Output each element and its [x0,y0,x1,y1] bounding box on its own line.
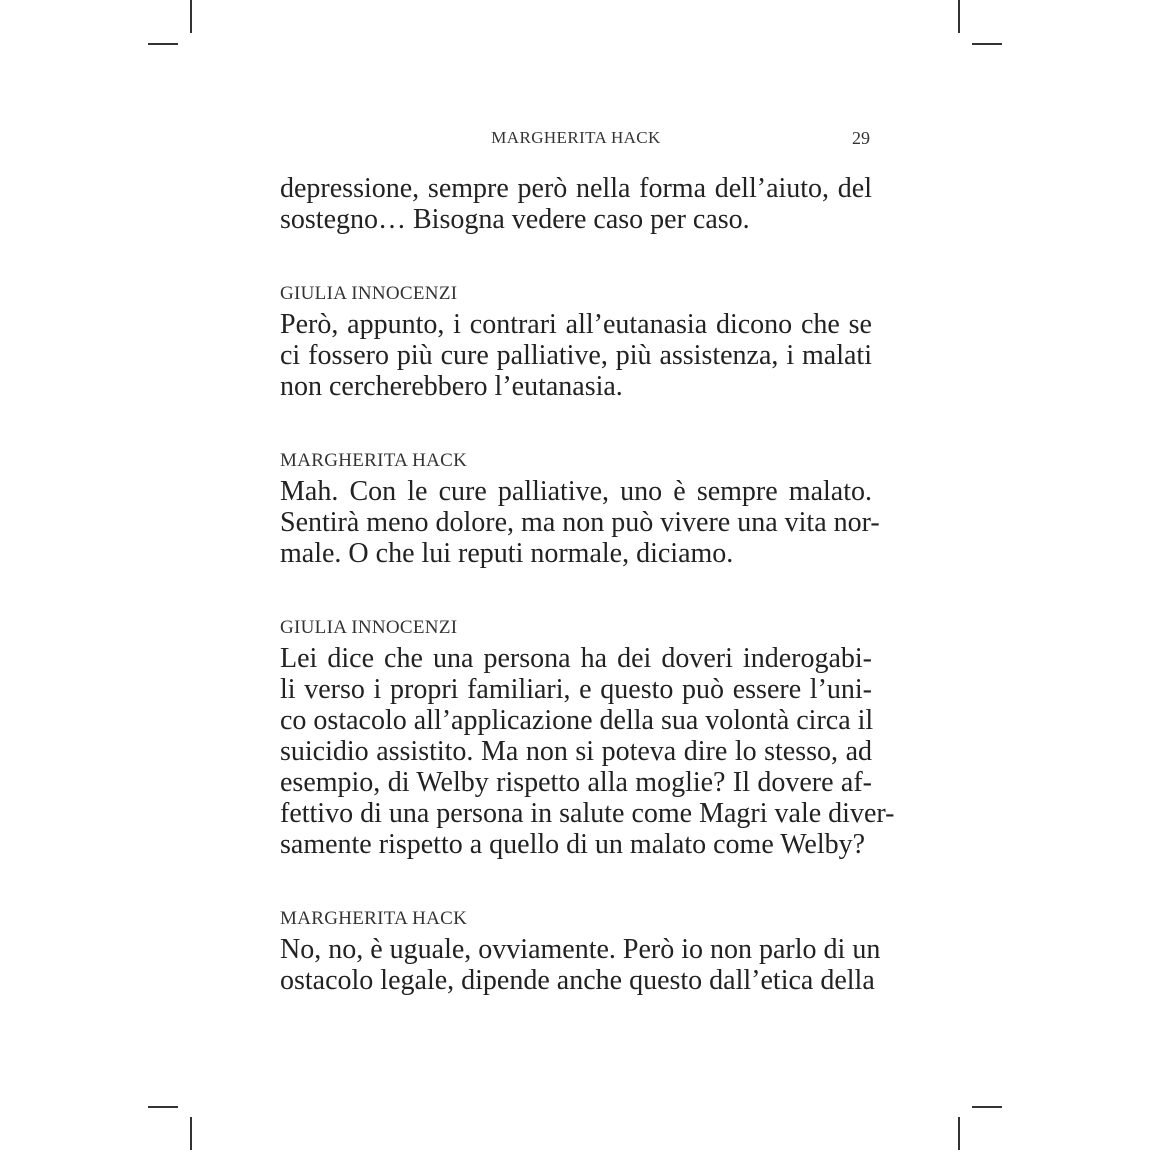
text-line: Lei dice che una persona ha dei doveri inderogabi- [280,643,872,674]
crop-mark-top-right-vertical [958,0,960,33]
dialogue-block [280,173,872,235]
crop-mark-bottom-right-vertical [958,1117,960,1150]
text-line: Sentirà meno dolore, ma non può vivere una vita nor- [280,507,880,538]
text-line: non cercherebbero l’eutanasia. [280,371,623,402]
page-number: 29 [852,128,870,148]
crop-mark-bottom-left-vertical [190,1117,192,1150]
text-line: suicidio assistito. Ma non si poteva dire lo stesso, ad [280,736,872,767]
dialogue-block [280,450,880,569]
text-line: esempio, di Welby rispetto alla moglie? Il dovere af- [280,767,872,798]
text-line: male. O che lui reputi normale, diciamo. [280,538,734,569]
text-line: ci fossero più cure palliative, più assistenza, i malati [280,340,872,371]
dialogue-block [280,908,881,996]
page-body [280,173,895,996]
text-line: Però, appunto, i contrari all’eutanasia dicono che se [280,309,872,340]
page-header [280,128,872,150]
text-line: Mah. Con le cure palliative, uno è sempre malato. [280,476,872,507]
crop-mark-top-left-horizontal [148,43,178,45]
text-line: samente rispetto a quello di un malato come Welby? [280,829,866,860]
text-line: li verso i propri familiari, e questo può essere l’uni- [280,674,872,705]
dialogue-block [280,283,872,402]
running-head: MARGHERITA HACK [491,128,661,147]
speaker-name: GIULIA INNOCENZI [280,283,458,304]
speaker-name: MARGHERITA HACK [280,908,468,929]
text-line: depressione, sempre però nella forma dell’aiuto, del [280,173,872,204]
text-line: sostegno… Bisogna vedere caso per caso. [280,204,750,235]
crop-mark-top-right-horizontal [972,43,1002,45]
crop-mark-bottom-right-horizontal [972,1106,1002,1108]
dialogue-block [280,617,895,860]
text-line: fettivo di una persona in salute come Magri vale diver- [280,798,895,829]
speaker-name: MARGHERITA HACK [280,450,468,471]
crop-mark-bottom-left-horizontal [148,1106,178,1108]
speaker-name: GIULIA INNOCENZI [280,617,458,638]
text-line: No, no, è uguale, ovviamente. Però io non parlo di un [280,934,881,965]
text-line: co ostacolo all’applicazione della sua volontà circa il [280,705,874,736]
crop-mark-top-left-vertical [190,0,192,33]
text-line: ostacolo legale, dipende anche questo dall’etica della [280,965,875,996]
